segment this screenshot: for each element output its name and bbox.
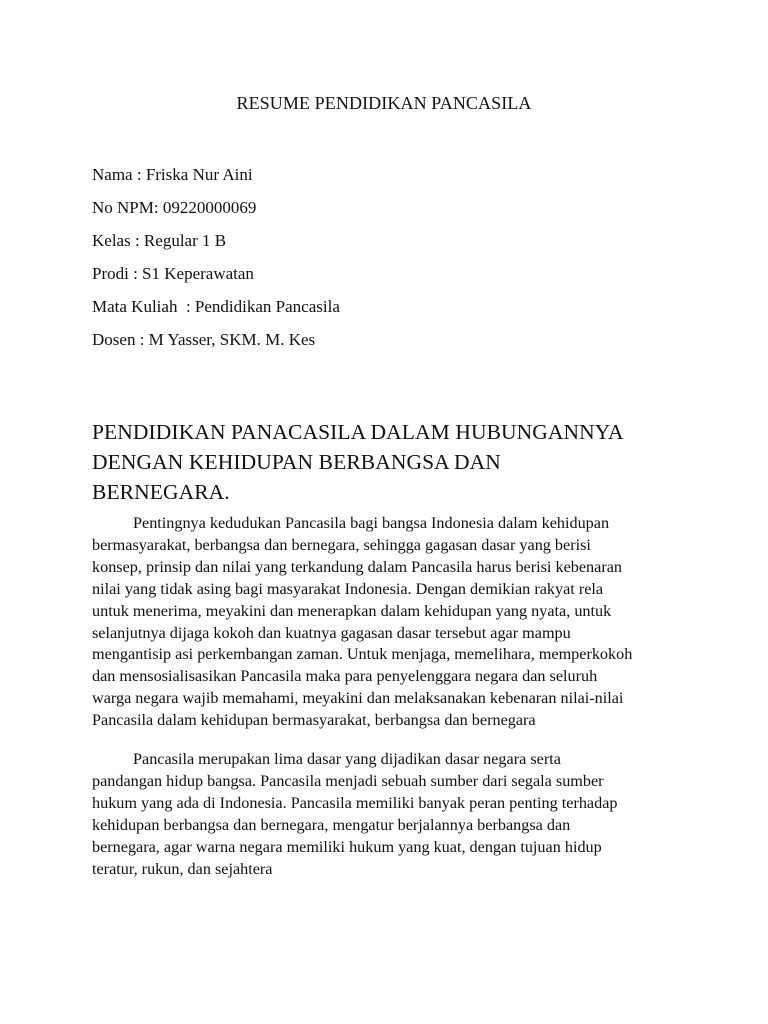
identity-course: Mata Kuliah : Pendidikan Pancasila	[92, 297, 340, 316]
paragraph-2	[92, 749, 692, 880]
paragraph-line: dan mensosialisasikan Pancasila maka para penyelenggara negara dan seluruh	[92, 667, 598, 686]
paragraph-line: Pancasila dalam kehidupan bermasyarakat, berbangsa dan bernegara	[92, 711, 536, 730]
heading-line: BERNEGARA.	[92, 480, 230, 504]
paragraph-line: hukum yang ada di Indonesia. Pancasila memiliki banyak peran penting terhadap	[92, 793, 618, 812]
heading-line: DENGAN KEHIDUPAN BERBANGSA DAN	[92, 450, 501, 474]
paragraph-line: pandangan hidup bangsa. Pancasila menjadi sebuah sumber dari segala sumber	[92, 771, 604, 790]
identity-name: Nama : Friska Nur Aini	[92, 165, 253, 184]
identity-class: Kelas : Regular 1 B	[92, 231, 227, 250]
student-identity-block	[92, 158, 692, 356]
paragraph-line: warga negara wajib memahami, meyakini dan melaksanakan kebenaran nilai-nilai	[92, 689, 624, 708]
identity-lecturer: Dosen : M Yasser, SKM. M. Kes	[92, 330, 316, 349]
paragraph-line: teratur, rukun, dan sejahtera	[92, 859, 273, 878]
identity-program: Prodi : S1 Keperawatan	[92, 264, 254, 283]
heading-line: PENDIDIKAN PANACASILA DALAM HUBUNGANNYA	[92, 420, 624, 444]
paragraph-line: selanjutnya dijaga kokoh dan kuatnya gagasan dasar tersebut agar mampu	[92, 623, 571, 642]
document-title: RESUME PENDIDIKAN PANCASILA	[236, 93, 532, 113]
paragraph-line: bermasyarakat, berbangsa dan bernegara, sehingga gagasan dasar yang berisi	[92, 535, 591, 554]
paragraph-line: Pentingnya kedudukan Pancasila bagi bangsa Indonesia dalam kehidupan	[133, 514, 610, 532]
paragraph-line: Pancasila merupakan lima dasar yang dijadikan dasar negara serta	[133, 750, 561, 768]
paragraph-1	[92, 513, 692, 732]
paragraph-line: mengantisip asi perkembangan zaman. Untuk menjaga, memelihara, memperkokoh	[92, 645, 633, 664]
section-heading	[92, 417, 712, 507]
paragraph-line: konsep, prinsip dan nilai yang terkandung dalam Pancasila harus berisi kebenaran	[92, 557, 622, 576]
paragraph-line: nilai yang tidak asing bagi masyarakat Indonesia. Dengan demikian rakyat rela	[92, 579, 604, 598]
paragraph-line: kehidupan berbangsa dan bernegara, mengatur berjalannya berbangsa dan	[92, 815, 571, 834]
identity-npm: No NPM: 09220000069	[92, 198, 257, 217]
paragraph-line: untuk menerima, meyakini dan menerapkan dalam kehidupan yang nyata, untuk	[92, 601, 612, 620]
paragraph-line: bernegara, agar warna negara memiliki hukum yang kuat, dengan tujuan hidup	[92, 837, 602, 856]
